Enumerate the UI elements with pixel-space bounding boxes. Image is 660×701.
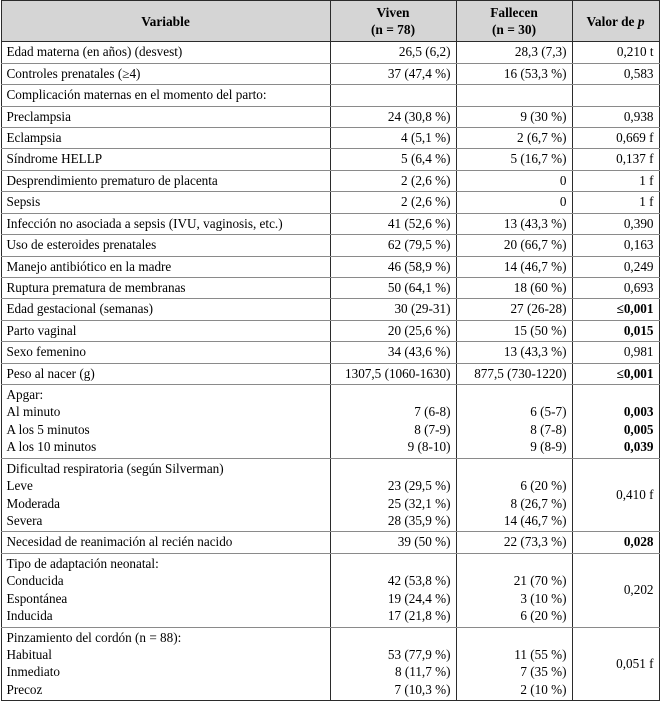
cell-variable [1, 256, 330, 277]
cell-viven [330, 342, 456, 363]
group-item-viven: 7 (6-8) [414, 404, 451, 420]
cell-pvalue-text: 0,981 [623, 344, 654, 360]
cell-variable [1, 128, 330, 149]
group-item-fallecen: 6 (20 %) [520, 478, 567, 494]
cell-pvalue-text: 0,390 [623, 215, 654, 231]
cell-pvalue [572, 42, 659, 63]
cell-viven-text: 2 (2,6 %) [401, 194, 451, 210]
cell-fallecen [456, 106, 572, 127]
header-sublabel-viven-n: (n = 78) [370, 22, 416, 38]
cell-variable-text: Manejo antibiótico en la madre [6, 258, 172, 274]
cell-variable-text: Desprendimiento prematuro de placenta [6, 172, 218, 188]
cell-variable [1, 320, 330, 341]
cell-viven [330, 213, 456, 234]
cell-viven [330, 299, 456, 320]
cell-variable [1, 170, 330, 191]
cell-viven-text: 1307,5 (1060-1630) [345, 365, 451, 381]
cell-pvalue-text: 0,938 [623, 108, 654, 124]
header-label-pvalue: Valor de [586, 13, 638, 29]
header-row [1, 1, 659, 42]
cell-viven [330, 320, 456, 341]
cell-variable [1, 277, 330, 298]
group-item-viven: 53 (77,9 %) [387, 646, 451, 662]
cell-variable-group [1, 458, 330, 532]
group-item-fallecen: 9 (8-9) [530, 439, 567, 455]
cell-viven-text: 41 (52,6 %) [387, 215, 451, 231]
cell-variable-text: Síndrome HELLP [6, 151, 103, 167]
cell-viven-group [330, 458, 456, 532]
cell-variable-group [1, 627, 330, 701]
cell-viven-group [330, 553, 456, 627]
cell-pvalue-text: 1 f [639, 172, 654, 188]
group-item-viven: 9 (8-10) [407, 439, 451, 455]
cell-fallecen-text: 18 (60 %) [513, 279, 567, 295]
cell-viven [330, 363, 456, 384]
cell-viven-text: 50 (64,1 %) [387, 279, 451, 295]
group-item-fallecen: 8 (7-8) [530, 421, 567, 437]
table-row [1, 85, 659, 106]
group-item-label: Inmediato [6, 664, 60, 680]
cell-pvalue-text: 0,669 f [616, 130, 654, 145]
cell-viven-text: 46 (58,9 %) [387, 258, 451, 274]
cell-variable-group [1, 385, 330, 459]
table-row [1, 256, 659, 277]
cell-pvalue-text: 0,137 f [616, 151, 654, 167]
cell-fallecen-text: 13 (43,3 %) [503, 344, 567, 360]
header-label-variable: Variable [141, 13, 190, 29]
cell-pvalue-text: 0,015 [623, 322, 654, 338]
group-item-label: Leve [6, 478, 33, 494]
cell-viven-text: 30 (29-31) [394, 301, 451, 317]
cell-variable [1, 235, 330, 256]
cell-pvalue-text: 1 f [639, 194, 654, 210]
cell-fallecen-text: 16 (53,3 %) [503, 65, 567, 81]
group-item-viven: 28 (35,9 %) [387, 513, 451, 529]
group-item-fallecen: 7 (35 %) [520, 664, 567, 680]
cell-viven-text: 26,5 (6,2) [398, 44, 451, 60]
group-item-viven: 42 (53,8 %) [387, 573, 451, 589]
table-row-group [1, 553, 659, 627]
cell-fallecen [456, 128, 572, 149]
table-row [1, 320, 659, 341]
cell-pvalue-group [572, 627, 659, 701]
cell-variable-group [1, 553, 330, 627]
group-item-label: Espontánea [6, 590, 68, 606]
group-item-fallecen: 3 (10 %) [520, 590, 567, 606]
cell-viven [330, 170, 456, 191]
cell-pvalue [572, 277, 659, 298]
cell-viven-text: 2 (2,6 %) [401, 172, 451, 188]
cell-fallecen [456, 235, 572, 256]
table-row-group [1, 385, 659, 459]
cell-fallecen [456, 256, 572, 277]
cell-variable-text: Infección no asociada a sepsis (IVU, vaginosis, etc.) [6, 215, 283, 231]
cell-variable-text: Uso de esteroides prenatales [6, 237, 157, 253]
cell-fallecen-group [456, 385, 572, 459]
cell-variable [1, 363, 330, 384]
column-header-pvalue [572, 1, 659, 42]
cell-pvalue [572, 342, 659, 363]
cell-viven-text: 20 (25,6 %) [387, 322, 451, 338]
cell-pvalue-group [572, 458, 659, 532]
cell-variable [1, 192, 330, 213]
cell-fallecen [456, 532, 572, 553]
cell-pvalue [572, 149, 659, 170]
cell-fallecen [456, 42, 572, 63]
cell-pvalue [572, 235, 659, 256]
header-label-viven: Viven [376, 5, 410, 20]
cell-pvalue-text: 0,249 [623, 258, 654, 274]
cell-pvalue [572, 192, 659, 213]
cell-pvalue-text: 0,410 f [616, 486, 654, 502]
table-row [1, 42, 659, 63]
cell-pvalue-text: ≤0,001 [616, 365, 654, 381]
cell-fallecen [456, 299, 572, 320]
cell-viven [330, 149, 456, 170]
table-body [1, 42, 659, 701]
cell-variable [1, 213, 330, 234]
cell-fallecen-group [456, 458, 572, 532]
group-header-label: Apgar: [6, 387, 44, 403]
cell-variable [1, 342, 330, 363]
cell-viven [330, 63, 456, 84]
cell-pvalue-text: 0,051 f [616, 655, 654, 671]
cell-pvalue [572, 532, 659, 553]
cell-pvalue-text: 0,210 t [616, 44, 654, 60]
header-sublabel-fallecen-n: (n = 30) [491, 22, 537, 38]
group-item-label: Inducida [6, 608, 53, 624]
cell-pvalue-group [572, 553, 659, 627]
header-label-pvalue-symbol: p [637, 13, 645, 29]
group-item-label: Precoz [6, 681, 43, 697]
cell-pvalue-text: ≤0,001 [616, 301, 654, 317]
group-item-label: A los 10 minutos [6, 439, 97, 455]
cell-fallecen-text: 0 [559, 172, 567, 188]
cell-pvalue [572, 63, 659, 84]
cell-pvalue-text: 0,028 [623, 534, 654, 550]
header-label-fallecen: Fallecen [490, 5, 538, 20]
table-row [1, 170, 659, 191]
cell-variable-text: Sexo femenino [6, 344, 86, 360]
cell-viven-text: 4 (5,1 %) [401, 130, 451, 145]
cell-pvalue [572, 85, 659, 106]
cell-fallecen-text: 0 [559, 194, 567, 210]
cell-pvalue [572, 106, 659, 127]
cell-viven [330, 235, 456, 256]
cell-variable [1, 85, 330, 106]
cell-fallecen-text: 9 (30 %) [520, 108, 567, 124]
cell-fallecen-group [456, 553, 572, 627]
statistics-table [1, 0, 660, 701]
cell-fallecen-text: 15 (50 %) [513, 322, 567, 338]
group-item-label: A los 5 minutos [6, 421, 90, 437]
group-header-label: Pinzamiento del cordón (n = 88): [6, 629, 182, 645]
cell-variable-text: Edad gestacional (semanas) [6, 301, 153, 317]
group-item-label: Al minuto [6, 404, 61, 420]
cell-variable [1, 532, 330, 553]
cell-pvalue-text: 0,583 [623, 65, 654, 81]
cell-pvalue-text: 0,163 [623, 237, 654, 253]
group-item-label: Moderada [6, 495, 60, 511]
cell-viven [330, 532, 456, 553]
cell-variable-text: Complicación maternas en el momento del parto: [6, 87, 267, 103]
cell-variable-text: Preclampsia [6, 108, 71, 124]
cell-variable-text: Peso al nacer (g) [6, 365, 95, 381]
group-header-label: Dificultad respiratoria (según Silverman) [6, 460, 224, 476]
cell-viven [330, 128, 456, 149]
group-item-viven: 8 (7-9) [414, 421, 451, 437]
group-item-label: Conducida [6, 573, 64, 589]
cell-fallecen [456, 342, 572, 363]
cell-fallecen-text: 22 (73,3 %) [503, 534, 567, 550]
cell-viven-text: 34 (43,6 %) [387, 344, 451, 360]
cell-viven-text: 37 (47,4 %) [387, 65, 451, 81]
table-row [1, 299, 659, 320]
table-row [1, 363, 659, 384]
table-row-group [1, 458, 659, 532]
cell-fallecen-text: 5 (16,7 %) [510, 151, 567, 167]
group-item-fallecen: 11 (55 %) [514, 646, 567, 662]
cell-variable [1, 149, 330, 170]
table-row-group [1, 627, 659, 701]
cell-pvalue-group [572, 385, 659, 459]
cell-viven [330, 85, 456, 106]
cell-viven-text: 62 (79,5 %) [387, 237, 451, 253]
cell-viven-group [330, 627, 456, 701]
cell-pvalue [572, 256, 659, 277]
cell-pvalue [572, 320, 659, 341]
cell-variable [1, 299, 330, 320]
group-item-viven: 25 (32,1 %) [387, 495, 451, 511]
cell-fallecen [456, 63, 572, 84]
cell-fallecen [456, 363, 572, 384]
cell-viven [330, 42, 456, 63]
cell-fallecen [456, 85, 572, 106]
column-header-variable [1, 1, 330, 42]
group-item-fallecen: 21 (70 %) [513, 573, 567, 589]
table-row [1, 192, 659, 213]
cell-pvalue-text: 0,202 [623, 581, 654, 597]
cell-pvalue-text: 0,693 [623, 279, 654, 295]
table-header [1, 1, 659, 42]
cell-pvalue [572, 170, 659, 191]
cell-variable-text: Eclampsia [6, 130, 62, 145]
cell-viven [330, 277, 456, 298]
table-row [1, 342, 659, 363]
group-item-viven: 23 (29,5 %) [387, 478, 451, 494]
cell-viven-text: 24 (30,8 %) [387, 108, 451, 124]
table-row [1, 532, 659, 553]
table-row [1, 213, 659, 234]
cell-pvalue [572, 363, 659, 384]
cell-pvalue [572, 128, 659, 149]
cell-variable-text: Edad materna (en años) (desvest) [6, 44, 183, 60]
group-item-fallecen: 8 (26,7 %) [510, 495, 567, 511]
group-item-pvalue: 0,005 [623, 421, 654, 437]
cell-viven-group [330, 385, 456, 459]
cell-fallecen-text: 877,5 (730-1220) [474, 365, 567, 381]
cell-fallecen [456, 277, 572, 298]
cell-variable [1, 42, 330, 63]
cell-fallecen [456, 170, 572, 191]
group-item-viven: 7 (10,3 %) [394, 681, 451, 697]
cell-viven [330, 192, 456, 213]
cell-viven-text: 5 (6,4 %) [401, 151, 451, 167]
cell-fallecen-text: 14 (46,7 %) [503, 258, 567, 274]
group-item-pvalue: 0,039 [623, 439, 654, 455]
cell-pvalue [572, 213, 659, 234]
cell-viven [330, 256, 456, 277]
cell-fallecen-text: 27 (26-28) [510, 301, 567, 317]
cell-fallecen-text: 13 (43,3 %) [503, 215, 567, 231]
cell-variable-text: Ruptura prematura de membranas [6, 279, 186, 295]
cell-fallecen-group [456, 627, 572, 701]
cell-fallecen-text: 20 (66,7 %) [503, 237, 567, 253]
group-item-fallecen: 2 (10 %) [520, 681, 567, 697]
cell-fallecen [456, 320, 572, 341]
table-row [1, 235, 659, 256]
cell-variable-text: Controles prenatales (≥4) [6, 65, 141, 81]
cell-variable-text: Sepsis [6, 194, 41, 210]
column-header-fallecen [456, 1, 572, 42]
cell-viven-text: 39 (50 %) [397, 534, 451, 550]
group-header-label: Tipo de adaptación neonatal: [6, 555, 159, 571]
group-item-viven: 8 (11,7 %) [394, 664, 451, 680]
group-item-fallecen: 14 (46,7 %) [503, 513, 567, 529]
table-row [1, 106, 659, 127]
group-item-label: Severa [6, 513, 43, 529]
cell-fallecen [456, 149, 572, 170]
group-item-fallecen: 6 (20 %) [520, 608, 567, 624]
cell-variable-text: Parto vaginal [6, 322, 77, 338]
group-item-label: Habitual [6, 646, 52, 662]
group-item-viven: 17 (21,8 %) [387, 608, 451, 624]
cell-viven [330, 106, 456, 127]
group-item-fallecen: 6 (5-7) [530, 404, 567, 420]
cell-variable [1, 63, 330, 84]
cell-fallecen [456, 192, 572, 213]
cell-variable-text: Necesidad de reanimación al recién nacido [6, 534, 233, 550]
table-row [1, 63, 659, 84]
table-row [1, 277, 659, 298]
group-item-pvalue: 0,003 [623, 404, 654, 420]
cell-fallecen-text: 28,3 (7,3) [514, 44, 567, 60]
cell-variable [1, 106, 330, 127]
table-row [1, 128, 659, 149]
cell-fallecen [456, 213, 572, 234]
group-item-viven: 19 (24,4 %) [387, 590, 451, 606]
cell-fallecen-text: 2 (6,7 %) [517, 130, 567, 145]
column-header-viven [330, 1, 456, 42]
table-row [1, 149, 659, 170]
cell-pvalue [572, 299, 659, 320]
